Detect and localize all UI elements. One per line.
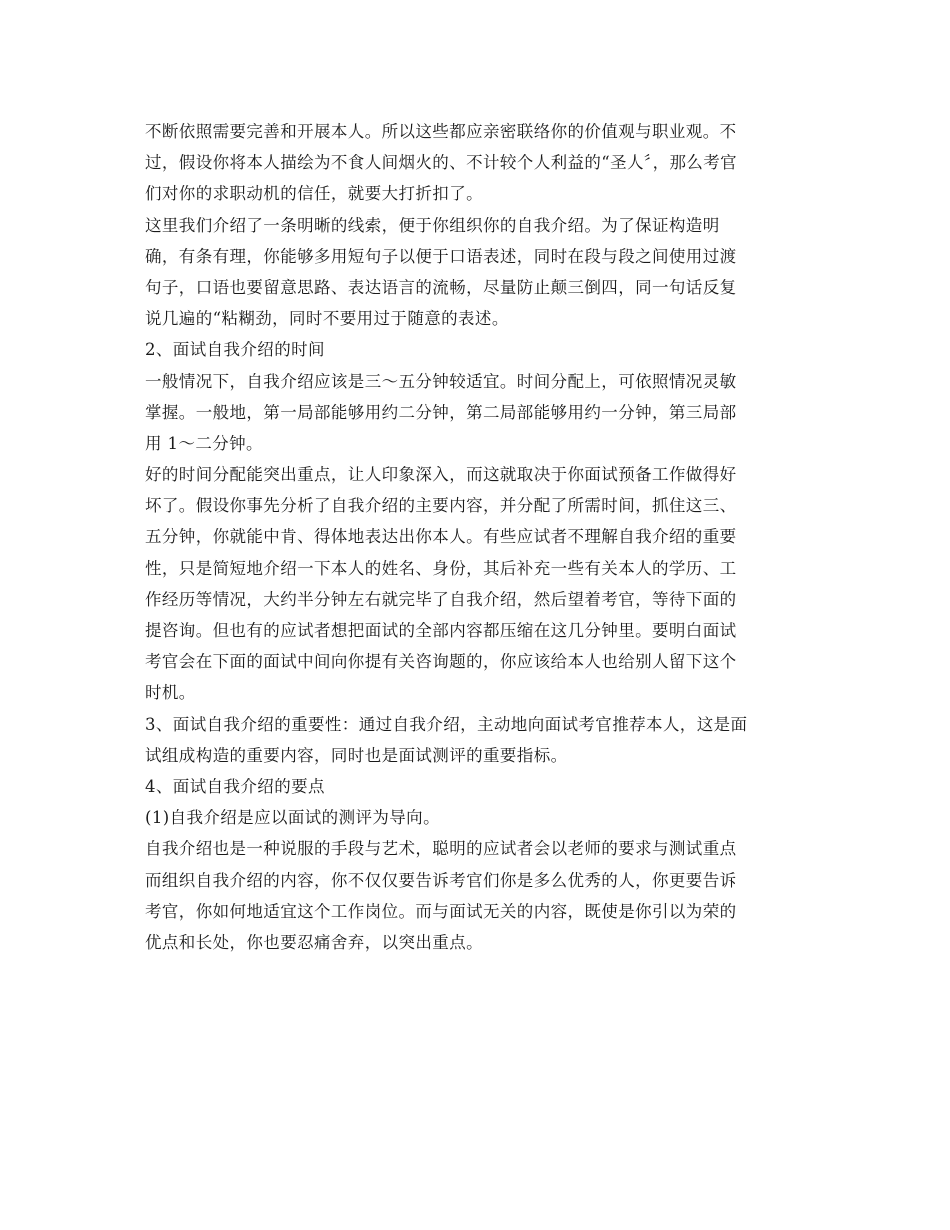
text-line: 这里我们介绍了一条明晰的线索，便于你组织你的自我介绍。为了保证构造明	[145, 215, 720, 235]
text-line: 性，只是简短地介绍一下本人的姓名、身份，其后补充一些有关本人的学历、工	[145, 558, 737, 578]
text-line: 用 1～二分钟。	[145, 433, 263, 453]
text-line: 好的时间分配能突出重点，让人印象深入，而这就取决于你面试预备工作做得好	[145, 465, 737, 485]
text-line: 说几遍的“粘糊劲，同时不要用过于随意的表述。	[145, 309, 509, 329]
text-line: 们对你的求职动机的信任，就要大打折扣了。	[145, 184, 483, 204]
text-line: 一般情况下，自我介绍应该是三～五分钟较适宜。时间分配上，可依照情况灵敏	[145, 371, 737, 391]
text-line: 考官，你如何地适宜这个工作岗位。而与面试无关的内容，既使是你引以为荣的	[145, 901, 737, 921]
text-line: 坏了。假设你事先分析了自我介绍的主要内容，并分配了所需时间，抓住这三、	[145, 496, 737, 516]
text-line: 掌握。一般地，第一局部能够用约二分钟，第二局部能够用约一分钟，第三局部	[145, 402, 737, 422]
text-line: 自我介绍也是一种说服的手段与艺术，聪明的应试者会以老师的要求与测试重点	[145, 839, 737, 859]
text-line: 而组织自我介绍的内容，你不仅仅要告诉考官们你是多么优秀的人，你更要告诉	[145, 870, 737, 890]
text-line: 试组成构造的重要内容，同时也是面试测评的重要指标。	[145, 745, 568, 765]
text-line: 优点和长处，你也要忍痛舍弃，以突出重点。	[145, 932, 483, 952]
text-line: 过，假设你将本人描绘为不食人间烟火的、不计较个人利益的“圣人〞，那么考官	[145, 153, 738, 173]
document-body	[145, 116, 810, 958]
text-line: 确，有条有理，你能够多用短句子以便于口语表述，同时在段与段之间使用过渡	[145, 246, 737, 266]
subsection-heading: (1)自我介绍是应以面试的测评为导向。	[145, 808, 440, 828]
text-line: 五分钟，你就能中肯、得体地表达出你本人。有些应试者不理解自我介绍的重要	[145, 527, 737, 547]
text-line: 句子，口语也要留意思路、表达语言的流畅，尽量防止颠三倒四，同一句话反复	[145, 277, 737, 297]
text-line: 考官会在下面的面试中间向你提有关咨询题的，你应该给本人也给别人留下这个	[145, 652, 737, 672]
text-line: 时机。	[145, 683, 196, 703]
text-line: 不断依照需要完善和开展本人。所以这些都应亲密联络你的价值观与职业观。不	[145, 122, 737, 141]
section-heading: 4、面试自我介绍的要点	[145, 776, 325, 796]
section-heading: 3、面试自我介绍的重要性：通过自我介绍，主动地向面试考官推荐本人，这是面	[145, 714, 748, 734]
text-line: 作经历等情况，大约半分钟左右就完毕了自我介绍，然后望着考官，等待下面的	[145, 589, 737, 609]
section-heading: 2、面试自我介绍的时间	[145, 340, 325, 360]
text-line: 提咨询。但也有的应试者想把面试的全部内容都压缩在这几分钟里。要明白面试	[145, 621, 737, 640]
